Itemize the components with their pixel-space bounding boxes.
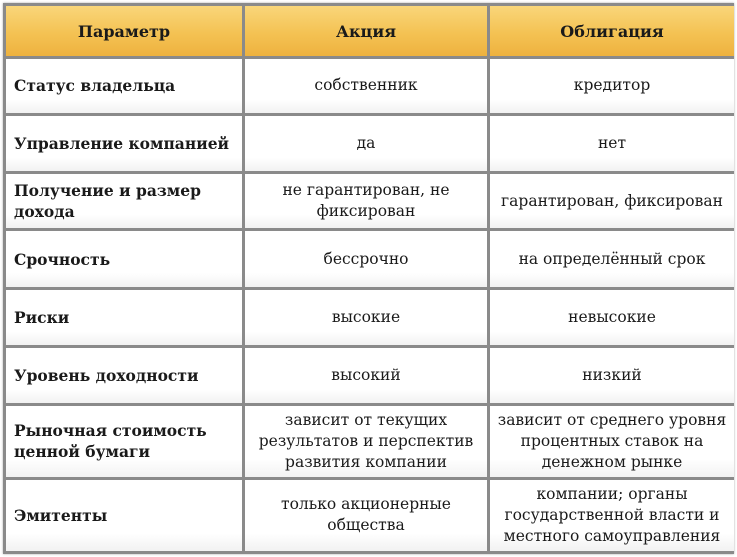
row-parameter: Управление компанией	[6, 116, 242, 171]
row-parameter: Риски	[6, 290, 242, 345]
row-parameter: Уровень доходности	[6, 348, 242, 403]
row-stock-value: зависит от текущих результатов и перспектив развития компании	[245, 406, 487, 477]
row-parameter: Эмитенты	[6, 480, 242, 551]
row-bond-value: нет	[490, 116, 734, 171]
row-bond-value: гарантирован, фиксирован	[490, 174, 734, 229]
row-bond-value: низкий	[490, 348, 734, 403]
row-stock-value: собственник	[245, 59, 487, 113]
row-stock-value: да	[245, 116, 487, 171]
table-row	[6, 480, 734, 551]
table-row	[6, 116, 734, 171]
row-bond-value: кредитор	[490, 59, 734, 113]
comparison-table-frame	[3, 3, 734, 554]
header-stock: Акция	[245, 6, 487, 56]
table-row	[6, 290, 734, 345]
table-row	[6, 231, 734, 287]
row-bond-value: на определённый срок	[490, 231, 734, 287]
row-parameter: Статус владельца	[6, 59, 242, 113]
header-parameter: Параметр	[6, 6, 242, 56]
row-stock-value: не гарантирован, не фиксирован	[245, 174, 487, 229]
row-stock-value: высокий	[245, 348, 487, 403]
table-row	[6, 59, 734, 113]
row-stock-value: только акционерные общества	[245, 480, 487, 551]
row-bond-value: невысокие	[490, 290, 734, 345]
row-bond-value: компании; органы государственной власти и местного самоуправления	[490, 480, 734, 551]
row-parameter: Рыночная стоимость ценной бумаги	[6, 406, 242, 477]
table-row	[6, 406, 734, 477]
header-bond: Облигация	[490, 6, 734, 56]
row-stock-value: высокие	[245, 290, 487, 345]
row-stock-value: бессрочно	[245, 231, 487, 287]
table-header-row	[6, 6, 734, 56]
table-row	[6, 348, 734, 403]
row-parameter: Срочность	[6, 231, 242, 287]
row-parameter: Получение и размер дохода	[6, 174, 242, 229]
row-bond-value: зависит от среднего уровня процентных ставок на денежном рынке	[490, 406, 734, 477]
table-row	[6, 174, 734, 229]
comparison-table	[3, 3, 737, 554]
